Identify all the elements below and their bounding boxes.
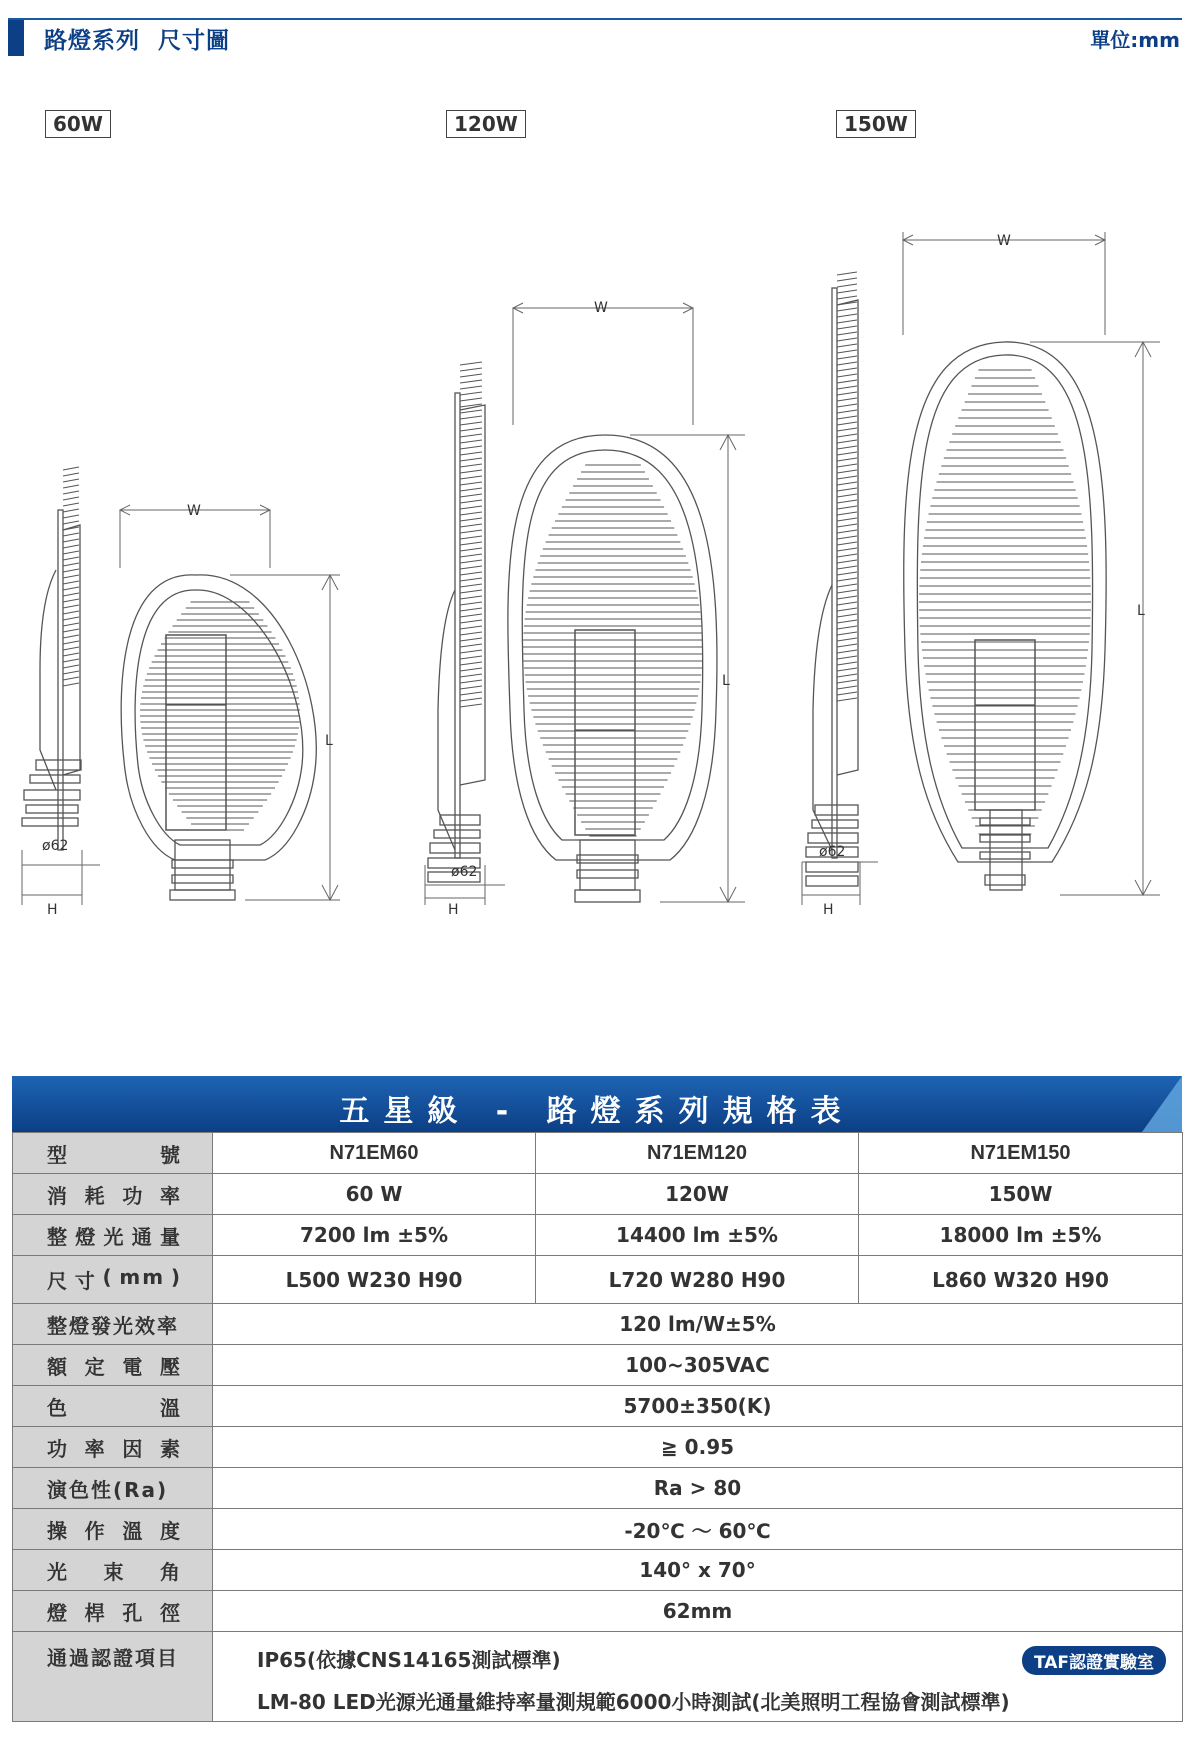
row-label-text-power: 消 耗 功 率 (47, 1183, 182, 1208)
row-label-text-pole: 燈 桿 孔 徑 (47, 1600, 182, 1625)
spec-banner (12, 1076, 1182, 1132)
unit-label: 單位:mm (1090, 28, 1180, 52)
power-60w: 60 W (213, 1174, 536, 1215)
row-label-text-voltage: 額 定 電 壓 (47, 1354, 182, 1379)
model-n71em120: N71EM120 (536, 1133, 859, 1174)
flux-120w: 14400 lm ±5% (536, 1215, 859, 1256)
row-label-efficacy: 整燈發光效率 (13, 1304, 213, 1345)
lamp-120w-side-view (428, 362, 485, 882)
dim-w-120w: W (594, 300, 608, 316)
lamp-60w-front-view (121, 575, 316, 900)
row-label-temp (13, 1509, 213, 1550)
lamp-150w-front-view (904, 342, 1106, 890)
spec-row-pf (13, 1427, 1183, 1468)
header-accent-block (8, 20, 24, 56)
row-label-cert: 通過認證項目 (13, 1632, 213, 1722)
spec-row-cct (13, 1386, 1183, 1427)
lamp-60w-side-view (22, 467, 81, 850)
spec-row-voltage (13, 1345, 1183, 1386)
cri-value: Ra > 80 (213, 1468, 1183, 1509)
spec-row-pole (13, 1591, 1183, 1632)
dim-h-150w: H (823, 902, 834, 918)
dim-w-150w: W (997, 233, 1011, 249)
model-n71em60: N71EM60 (213, 1133, 536, 1174)
model-tag-120w: 120W (446, 110, 526, 138)
row-label-text-size: 尺 寸 ( mm ) (47, 1265, 182, 1293)
dim-h-60w: H (47, 902, 58, 918)
power-120w: 120W (536, 1174, 859, 1215)
flux-60w: 7200 lm ±5% (213, 1215, 536, 1256)
size-120w: L720 W280 H90 (536, 1256, 859, 1304)
temp-value: -20℃ ～ 60℃ (213, 1509, 1183, 1550)
model-tag-60w: 60W (45, 110, 111, 138)
row-label-cct: 色 溫 (13, 1386, 213, 1427)
size-60w: L500 W230 H90 (213, 1256, 536, 1304)
efficacy-value: 120 lm/W±5% (213, 1304, 1183, 1345)
page-title: 路燈系列 尺寸圖 (44, 28, 231, 54)
banner-corner-accent (1142, 1076, 1182, 1132)
spec-row-temp (13, 1509, 1183, 1550)
cert-value (213, 1632, 1183, 1722)
lamp-150w-side-view (806, 272, 858, 886)
spec-row-efficacy (13, 1304, 1183, 1345)
size-150w: L860 W320 H90 (859, 1256, 1183, 1304)
row-label-pf (13, 1427, 213, 1468)
model-tag-150w: 150W (836, 110, 916, 138)
dim-l-150w: L (1137, 603, 1145, 619)
spec-row-flux (13, 1215, 1183, 1256)
pf-value: ≧ 0.95 (213, 1427, 1183, 1468)
row-label-text-pf: 功 率 因 素 (47, 1436, 182, 1461)
dim-diameter-60w: ø62 (42, 838, 69, 854)
model-n71em150: N71EM150 (859, 1133, 1183, 1174)
spec-row-beam (13, 1550, 1183, 1591)
row-label-voltage (13, 1345, 213, 1386)
voltage-value: 100~305VAC (213, 1345, 1183, 1386)
taf-badge: TAF認證實驗室 (1022, 1646, 1166, 1675)
cert-line-ip65: IP65(依據CNS14165測試標準) (257, 1648, 561, 1672)
dim-diameter-150w: ø62 (819, 844, 846, 860)
spec-row-model (13, 1133, 1183, 1174)
row-label-cri: 演色性(Ra) (13, 1468, 213, 1509)
dim-h-120w: H (448, 902, 459, 918)
pole-value: 62mm (213, 1591, 1183, 1632)
spec-row-cert (13, 1632, 1183, 1722)
spec-row-size (13, 1256, 1183, 1304)
spec-row-power (13, 1174, 1183, 1215)
spec-row-cri (13, 1468, 1183, 1509)
row-label-flux (13, 1215, 213, 1256)
row-label-text-flux: 整 燈 光 通 量 (47, 1224, 182, 1249)
dim-l-60w: L (325, 733, 333, 749)
spec-grid (12, 1132, 1183, 1722)
spec-title: 五星級 - 路燈系列規格表 (339, 1094, 855, 1129)
cert-line-lm80: LM-80 LED光源光通量維持率量測規範6000小時測試(北美照明工程協會測試標準) (257, 1690, 1010, 1714)
dim-w-60w: W (187, 503, 201, 519)
beam-value: 140° x 70° (213, 1550, 1183, 1591)
lamp-120w-front-view (508, 435, 717, 902)
row-label-model: 型 號 (13, 1133, 213, 1174)
row-label-pole (13, 1591, 213, 1632)
flux-150w: 18000 lm ±5% (859, 1215, 1183, 1256)
dim-diameter-120w: ø62 (451, 864, 478, 880)
row-label-text-temp: 操 作 溫 度 (47, 1518, 182, 1543)
cct-value: 5700±350(K) (213, 1386, 1183, 1427)
spec-table (12, 1076, 1182, 1722)
row-label-size (13, 1256, 213, 1304)
power-150w: 150W (859, 1174, 1183, 1215)
row-label-beam: 光 束 角 (13, 1550, 213, 1591)
header-rule (8, 18, 1182, 20)
row-label-power (13, 1174, 213, 1215)
dim-l-120w: L (722, 673, 730, 689)
dimension-drawings (0, 150, 1200, 930)
